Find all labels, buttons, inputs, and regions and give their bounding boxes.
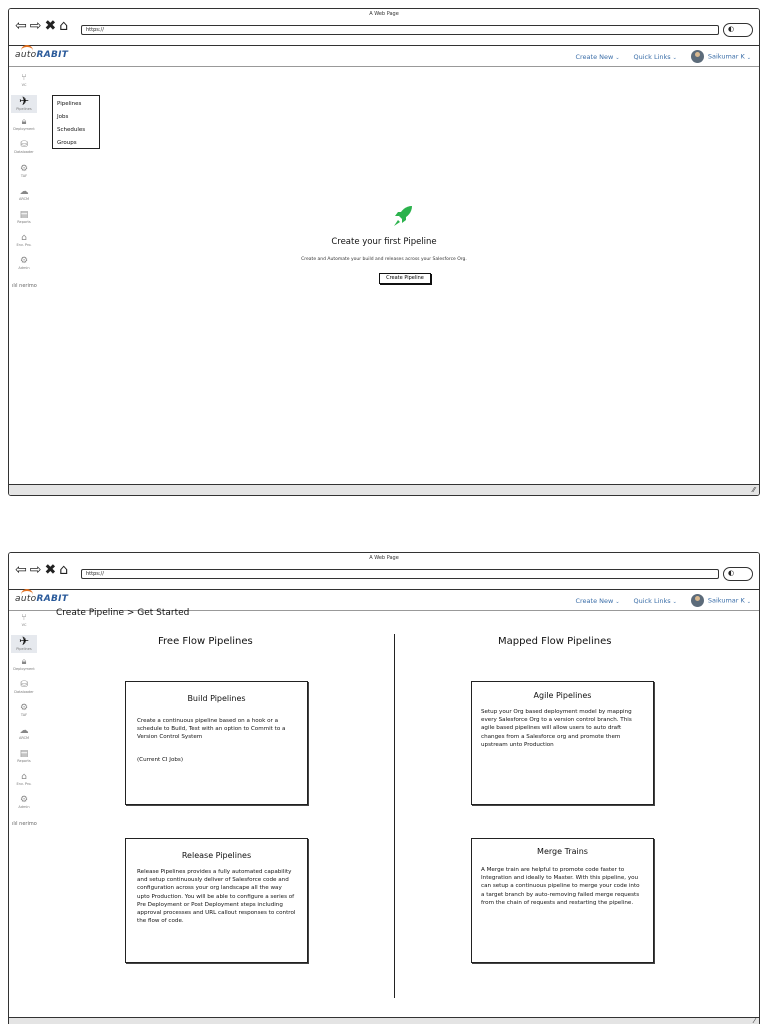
browser-titlebar xyxy=(9,553,759,590)
status-bar xyxy=(9,1017,759,1024)
chart-icon: ▤ xyxy=(19,749,29,759)
sidebar-item-pipelines[interactable]: ✈ Pipelines xyxy=(11,635,37,653)
chart-icon: ▤ xyxy=(19,210,29,220)
sidebar-item-dataloader[interactable]: ⛁ Dataloader xyxy=(11,140,37,158)
quick-links-menu[interactable]: Quick Links ⌄ xyxy=(633,52,677,61)
database-icon: ⛁ xyxy=(20,680,28,690)
sidebar-item-deployment[interactable]: 🔒︎ Deployment xyxy=(11,657,37,675)
sidebar-item-arcm[interactable]: ☁ ARCM xyxy=(11,187,37,205)
search-icon[interactable]: ◐ xyxy=(723,567,753,581)
pipelines-dropdown-menu xyxy=(52,95,100,149)
create-new-menu[interactable]: Create New ⌄ xyxy=(575,52,620,61)
sidebar-item-reports[interactable]: ▤ Reports xyxy=(11,210,37,228)
column-divider xyxy=(394,634,395,998)
sidebar-item-taf[interactable]: ⚙ TAF xyxy=(11,164,37,182)
card-title: Build Pipelines xyxy=(187,694,246,703)
partner-logo: ılıl nerimo xyxy=(12,821,37,827)
card-title: Agile Pipelines xyxy=(533,691,592,700)
chevron-down-icon: ⌄ xyxy=(746,598,751,605)
resize-handle-icon[interactable]: ⁄⁄ xyxy=(752,486,755,494)
browser-nav-buttons xyxy=(15,563,71,577)
window-title: A Web Page xyxy=(369,11,399,17)
menu-item-pipelines[interactable]: Pipelines xyxy=(57,101,82,107)
sidebar-item-env-pro[interactable]: ⌂ Env. Pro. xyxy=(11,233,37,251)
back-arrow-icon[interactable]: ⇦ xyxy=(15,18,28,34)
rocket-icon xyxy=(392,204,414,228)
lock-icon: 🔒︎ xyxy=(21,657,27,667)
home-icon[interactable]: ⌂ xyxy=(59,562,70,578)
chevron-down-icon: ⌄ xyxy=(615,54,620,61)
card-body: A Merge train are helpful to promote code faster to Integration and ideally to Master. With this pipeline, you can setup a continuous pipeline to merge your code into a target branch by auto-removing failed merge requests from the chain of requests and restarting the pipeline. xyxy=(481,867,640,906)
status-bar xyxy=(9,484,759,495)
menu-item-jobs[interactable]: Jobs xyxy=(57,114,69,120)
card-title: Release Pipelines xyxy=(181,851,252,860)
card-body: Create a continuous pipeline based on a hook or a schedule to Build, Test with an option to Commit to a Version Control System (Current CI Jobs) xyxy=(137,718,286,763)
window-title: A Web Page xyxy=(369,555,399,561)
admin-gear-icon: ⚙ xyxy=(19,795,29,805)
rocket-icon: ✈ xyxy=(18,634,30,648)
logo-arc xyxy=(21,589,33,597)
avatar xyxy=(691,50,704,63)
close-icon[interactable]: ✖ xyxy=(44,18,58,34)
settings-icon: ⚙ xyxy=(19,164,29,174)
sidebar-item-pipelines[interactable]: ✈ Pipelines xyxy=(11,95,37,113)
sidebar-item-vc[interactable]: ⑂ VC xyxy=(11,613,37,631)
database-icon: ⛁ xyxy=(20,140,28,150)
sidebar xyxy=(9,611,39,1024)
sidebar-item-dataloader[interactable]: ⛁ Dataloader xyxy=(11,680,37,698)
rocket-icon: ✈ xyxy=(18,94,30,108)
forward-arrow-icon[interactable]: ⇨ xyxy=(29,18,43,34)
sidebar-item-env-pro[interactable]: ⌂ Env. Pro. xyxy=(11,772,37,790)
sidebar-item-reports[interactable]: ▤ Reports xyxy=(11,749,37,767)
partner-logo: ılıl nerimo xyxy=(12,283,37,289)
empty-state-title: Create your first Pipeline xyxy=(331,237,437,247)
search-icon[interactable]: ◐ xyxy=(723,23,753,37)
card-body: Release Pipelines provides a fully automated capability and setup continuously deliver of Salesforce code and configuration across your org landscape all the way upto Production. You will be able to configure a series of Pre Deployment or Post Deployment steps including approval processes and URL callout responses to control the flow of code. xyxy=(137,869,296,925)
chevron-down-icon: ⌄ xyxy=(672,54,677,61)
back-arrow-icon[interactable]: ⇦ xyxy=(15,562,28,578)
merge-trains-card[interactable] xyxy=(471,838,654,963)
empty-state-subtitle: Create and Automate your build and releases across your Salesforce Org. xyxy=(301,257,467,262)
quick-links-menu[interactable]: Quick Links ⌄ xyxy=(633,596,677,605)
avatar xyxy=(691,594,704,607)
resize-handle-icon[interactable]: ⁄ xyxy=(753,1017,755,1024)
branch-icon: ⑂ xyxy=(21,73,27,83)
sidebar-item-taf[interactable]: ⚙ TAF xyxy=(11,703,37,721)
url-bar[interactable]: https:// xyxy=(81,569,719,579)
sidebar xyxy=(9,67,39,495)
card-title: Merge Trains xyxy=(537,847,588,856)
create-new-menu[interactable]: Create New ⌄ xyxy=(575,596,620,605)
chevron-down-icon: ⌄ xyxy=(615,598,620,605)
app-header xyxy=(9,46,759,67)
autorabit-logo[interactable]: autoRABIT xyxy=(15,594,68,604)
agile-pipelines-card[interactable] xyxy=(471,681,654,805)
autorabit-logo[interactable]: autoRABIT xyxy=(15,50,68,60)
chevron-down-icon: ⌄ xyxy=(672,598,677,605)
sidebar-item-deployment[interactable]: 🔒︎ Deployment xyxy=(11,117,37,135)
create-pipeline-button[interactable]: Create Pipeline xyxy=(379,273,431,284)
sidebar-item-arcm[interactable]: ☁ ARCM xyxy=(11,726,37,744)
settings-icon: ⚙ xyxy=(19,703,29,713)
environment-icon: ⌂ xyxy=(21,233,27,243)
home-icon[interactable]: ⌂ xyxy=(59,18,70,34)
mapped-flow-title: Mapped Flow Pipelines xyxy=(498,636,612,647)
build-pipelines-card[interactable] xyxy=(125,681,308,805)
sidebar-item-admin[interactable]: ⚙ Admin xyxy=(11,795,37,813)
branch-icon: ⑂ xyxy=(21,613,27,623)
header-links xyxy=(575,50,751,63)
url-bar[interactable]: https:// xyxy=(81,25,719,35)
environment-icon: ⌂ xyxy=(21,772,27,782)
admin-gear-icon: ⚙ xyxy=(19,256,29,266)
close-icon[interactable]: ✖ xyxy=(44,562,58,578)
user-menu[interactable]: Saikumar K ⌄ xyxy=(691,50,751,63)
menu-item-schedules[interactable]: Schedules xyxy=(57,127,86,133)
chevron-down-icon: ⌄ xyxy=(746,54,751,61)
card-body: Setup your Org based deployment model by mapping every Salesforce Org to a version control branch. This agile based pipelines will allow users to auto draft changes from a Salesforce org and promote them upstream unto Production xyxy=(481,709,632,748)
sidebar-item-vc[interactable]: ⑂ VC xyxy=(11,73,37,91)
release-pipelines-card[interactable] xyxy=(125,838,308,963)
forward-arrow-icon[interactable]: ⇨ xyxy=(29,562,43,578)
free-flow-title: Free Flow Pipelines xyxy=(158,636,253,647)
cloud-icon: ☁ xyxy=(19,726,29,736)
browser-nav-buttons xyxy=(15,19,71,33)
header-links xyxy=(575,594,751,607)
lock-icon: 🔒︎ xyxy=(21,117,27,127)
menu-item-groups[interactable]: Groups xyxy=(57,140,77,146)
browser-window-pipelines xyxy=(8,8,760,496)
user-menu[interactable]: Saikumar K ⌄ xyxy=(691,594,751,607)
cloud-icon: ☁ xyxy=(19,187,29,197)
browser-titlebar xyxy=(9,9,759,46)
sidebar-item-admin[interactable]: ⚙ Admin xyxy=(11,256,37,274)
breadcrumb: Create Pipeline > Get Started xyxy=(56,608,190,618)
logo-arc xyxy=(21,45,33,53)
